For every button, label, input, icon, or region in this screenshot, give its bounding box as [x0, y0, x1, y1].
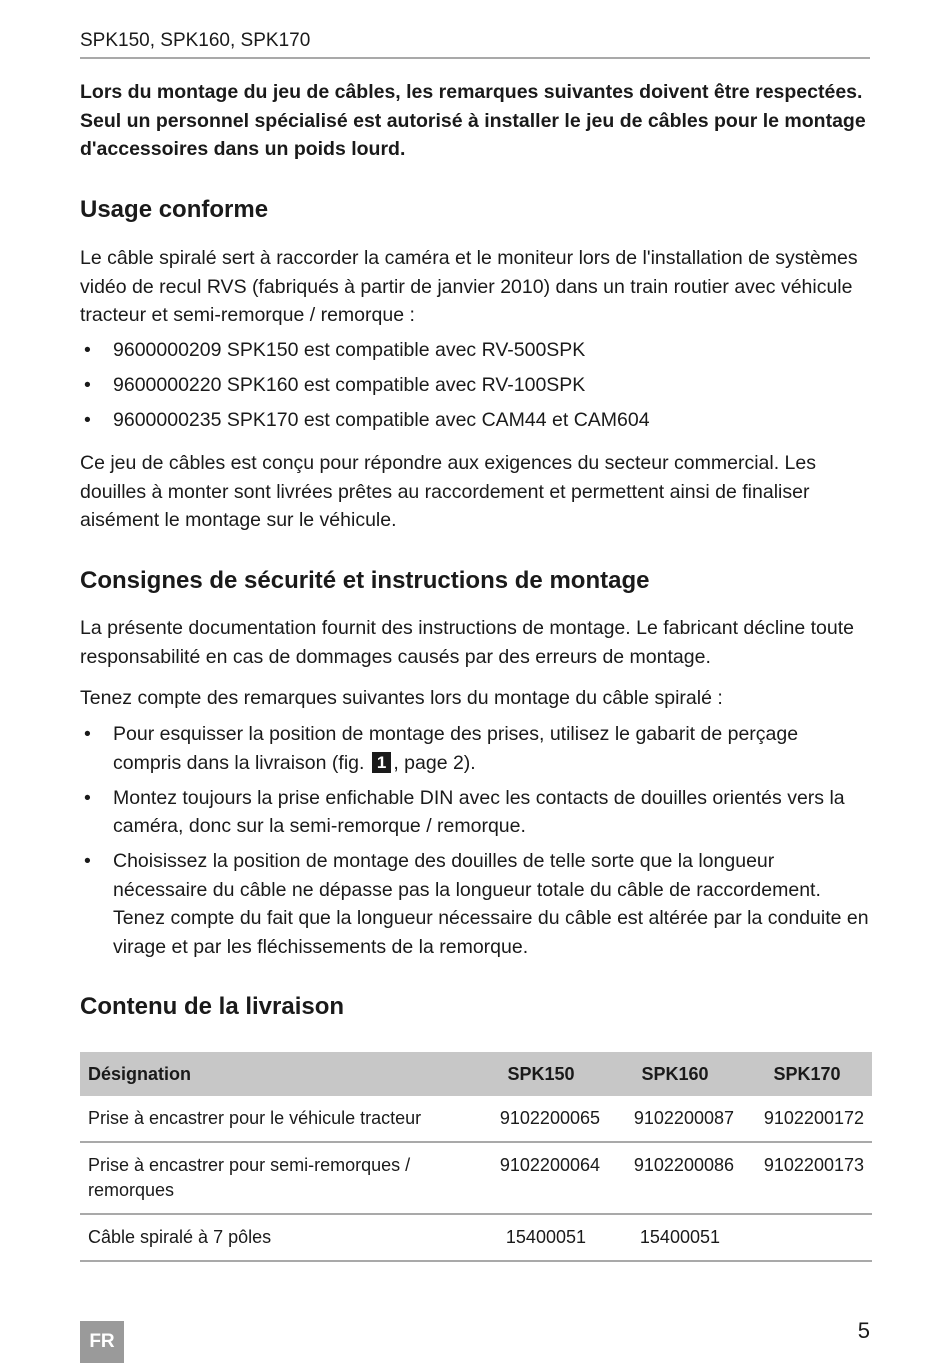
column-header-spk160: SPK160 — [608, 1052, 742, 1096]
bullet-text: Pour esquisser la position de montage des prises, utilisez le gabarit de perçage compris dans la livraison (fig. — [113, 723, 799, 774]
delivery-contents-table — [80, 1052, 872, 1262]
list-item: • Montez toujours la prise enfichable DIN avec les contacts de douilles orientés vers la caméra, donc sur la semi-remorque / remorque. — [80, 784, 870, 841]
bullet-text: , page 2). — [393, 751, 476, 774]
table-cell: 9102200087 — [608, 1096, 742, 1142]
safety-list — [80, 720, 870, 968]
section-heading-safety: Consignes de sécurité et instructions de montage — [80, 567, 650, 594]
list-item: • 9600000209 SPK150 est compatible avec RV-500SPK — [80, 336, 870, 365]
table-cell: 9102200172 — [742, 1096, 872, 1142]
list-item: • Choisissez la position de montage des douilles de telle sorte que la longueur nécessaire du câble ne dépasse pas la longueur totale du câble de raccordement. Tenez compte du fait que la longueur nécessaire du câble est altérée par la conduite en virage et par les fléchissements de la remorque. — [80, 847, 870, 961]
compatibility-list — [80, 336, 870, 441]
table-cell: 9102200086 — [608, 1142, 742, 1214]
usage-paragraph-2: Ce jeu de câbles est conçu pour répondre aux exigences du secteur commercial. Les douilles à monter sont livrées prêtes au raccordement et permettent ainsi de finaliser aisément le montage sur le véhicule. — [80, 452, 816, 531]
page-number: 5 — [857, 1318, 870, 1343]
table-cell: 15400051 — [608, 1214, 742, 1261]
column-header-spk150: SPK150 — [474, 1052, 608, 1096]
usage-paragraph-1: Le câble spiralé sert à raccorder la caméra et le moniteur lors de l'installation de systèmes vidéo de recul RVS (fabriqués à partir de janvier 2010) dans un train routier avec véhicule tracteur et semi-remorque / remorque : — [80, 247, 858, 326]
list-item — [80, 720, 870, 777]
column-header-designation: Désignation — [80, 1052, 474, 1096]
table-header-row — [80, 1052, 872, 1096]
table-cell: 9102200065 — [474, 1096, 608, 1142]
safety-paragraph-1: La présente documentation fournit des instructions de montage. Le fabricant décline toute responsabilité en cas de dommages causés par des erreurs de montage. — [80, 617, 854, 668]
table-cell: 9102200064 — [474, 1142, 608, 1214]
intro-warning: Lors du montage du jeu de câbles, les remarques suivantes doivent être respectées. Seul un personnel spécialisé est autorisé à installer le jeu de câbles pour le montage d'accessoires dans un poids lourd. — [80, 81, 866, 160]
safety-paragraph-2: Tenez compte des remarques suivantes lors du montage du câble spiralé : — [80, 687, 723, 709]
table-cell: 15400051 — [474, 1214, 608, 1261]
figure-reference-badge: 1 — [372, 752, 391, 773]
table-cell: Prise à encastrer pour semi-remorques / remorques — [80, 1142, 474, 1214]
column-header-spk170: SPK170 — [742, 1052, 872, 1096]
table-cell: Prise à encastrer pour le véhicule tracteur — [80, 1096, 474, 1142]
table-cell — [742, 1214, 872, 1261]
table-cell: Câble spiralé à 7 pôles — [80, 1214, 474, 1261]
document-header: SPK150, SPK160, SPK170 — [80, 30, 870, 59]
list-item: • 9600000235 SPK170 est compatible avec CAM44 et CAM604 — [80, 406, 870, 435]
section-heading-usage: Usage conforme — [80, 196, 269, 223]
list-item: • 9600000220 SPK160 est compatible avec RV-100SPK — [80, 371, 870, 400]
table-row — [80, 1142, 872, 1214]
table-cell: 9102200173 — [742, 1142, 872, 1214]
table-row — [80, 1096, 872, 1142]
section-heading-delivery: Contenu de la livraison — [80, 993, 345, 1020]
table-row — [80, 1214, 872, 1261]
language-badge: FR — [80, 1321, 124, 1363]
